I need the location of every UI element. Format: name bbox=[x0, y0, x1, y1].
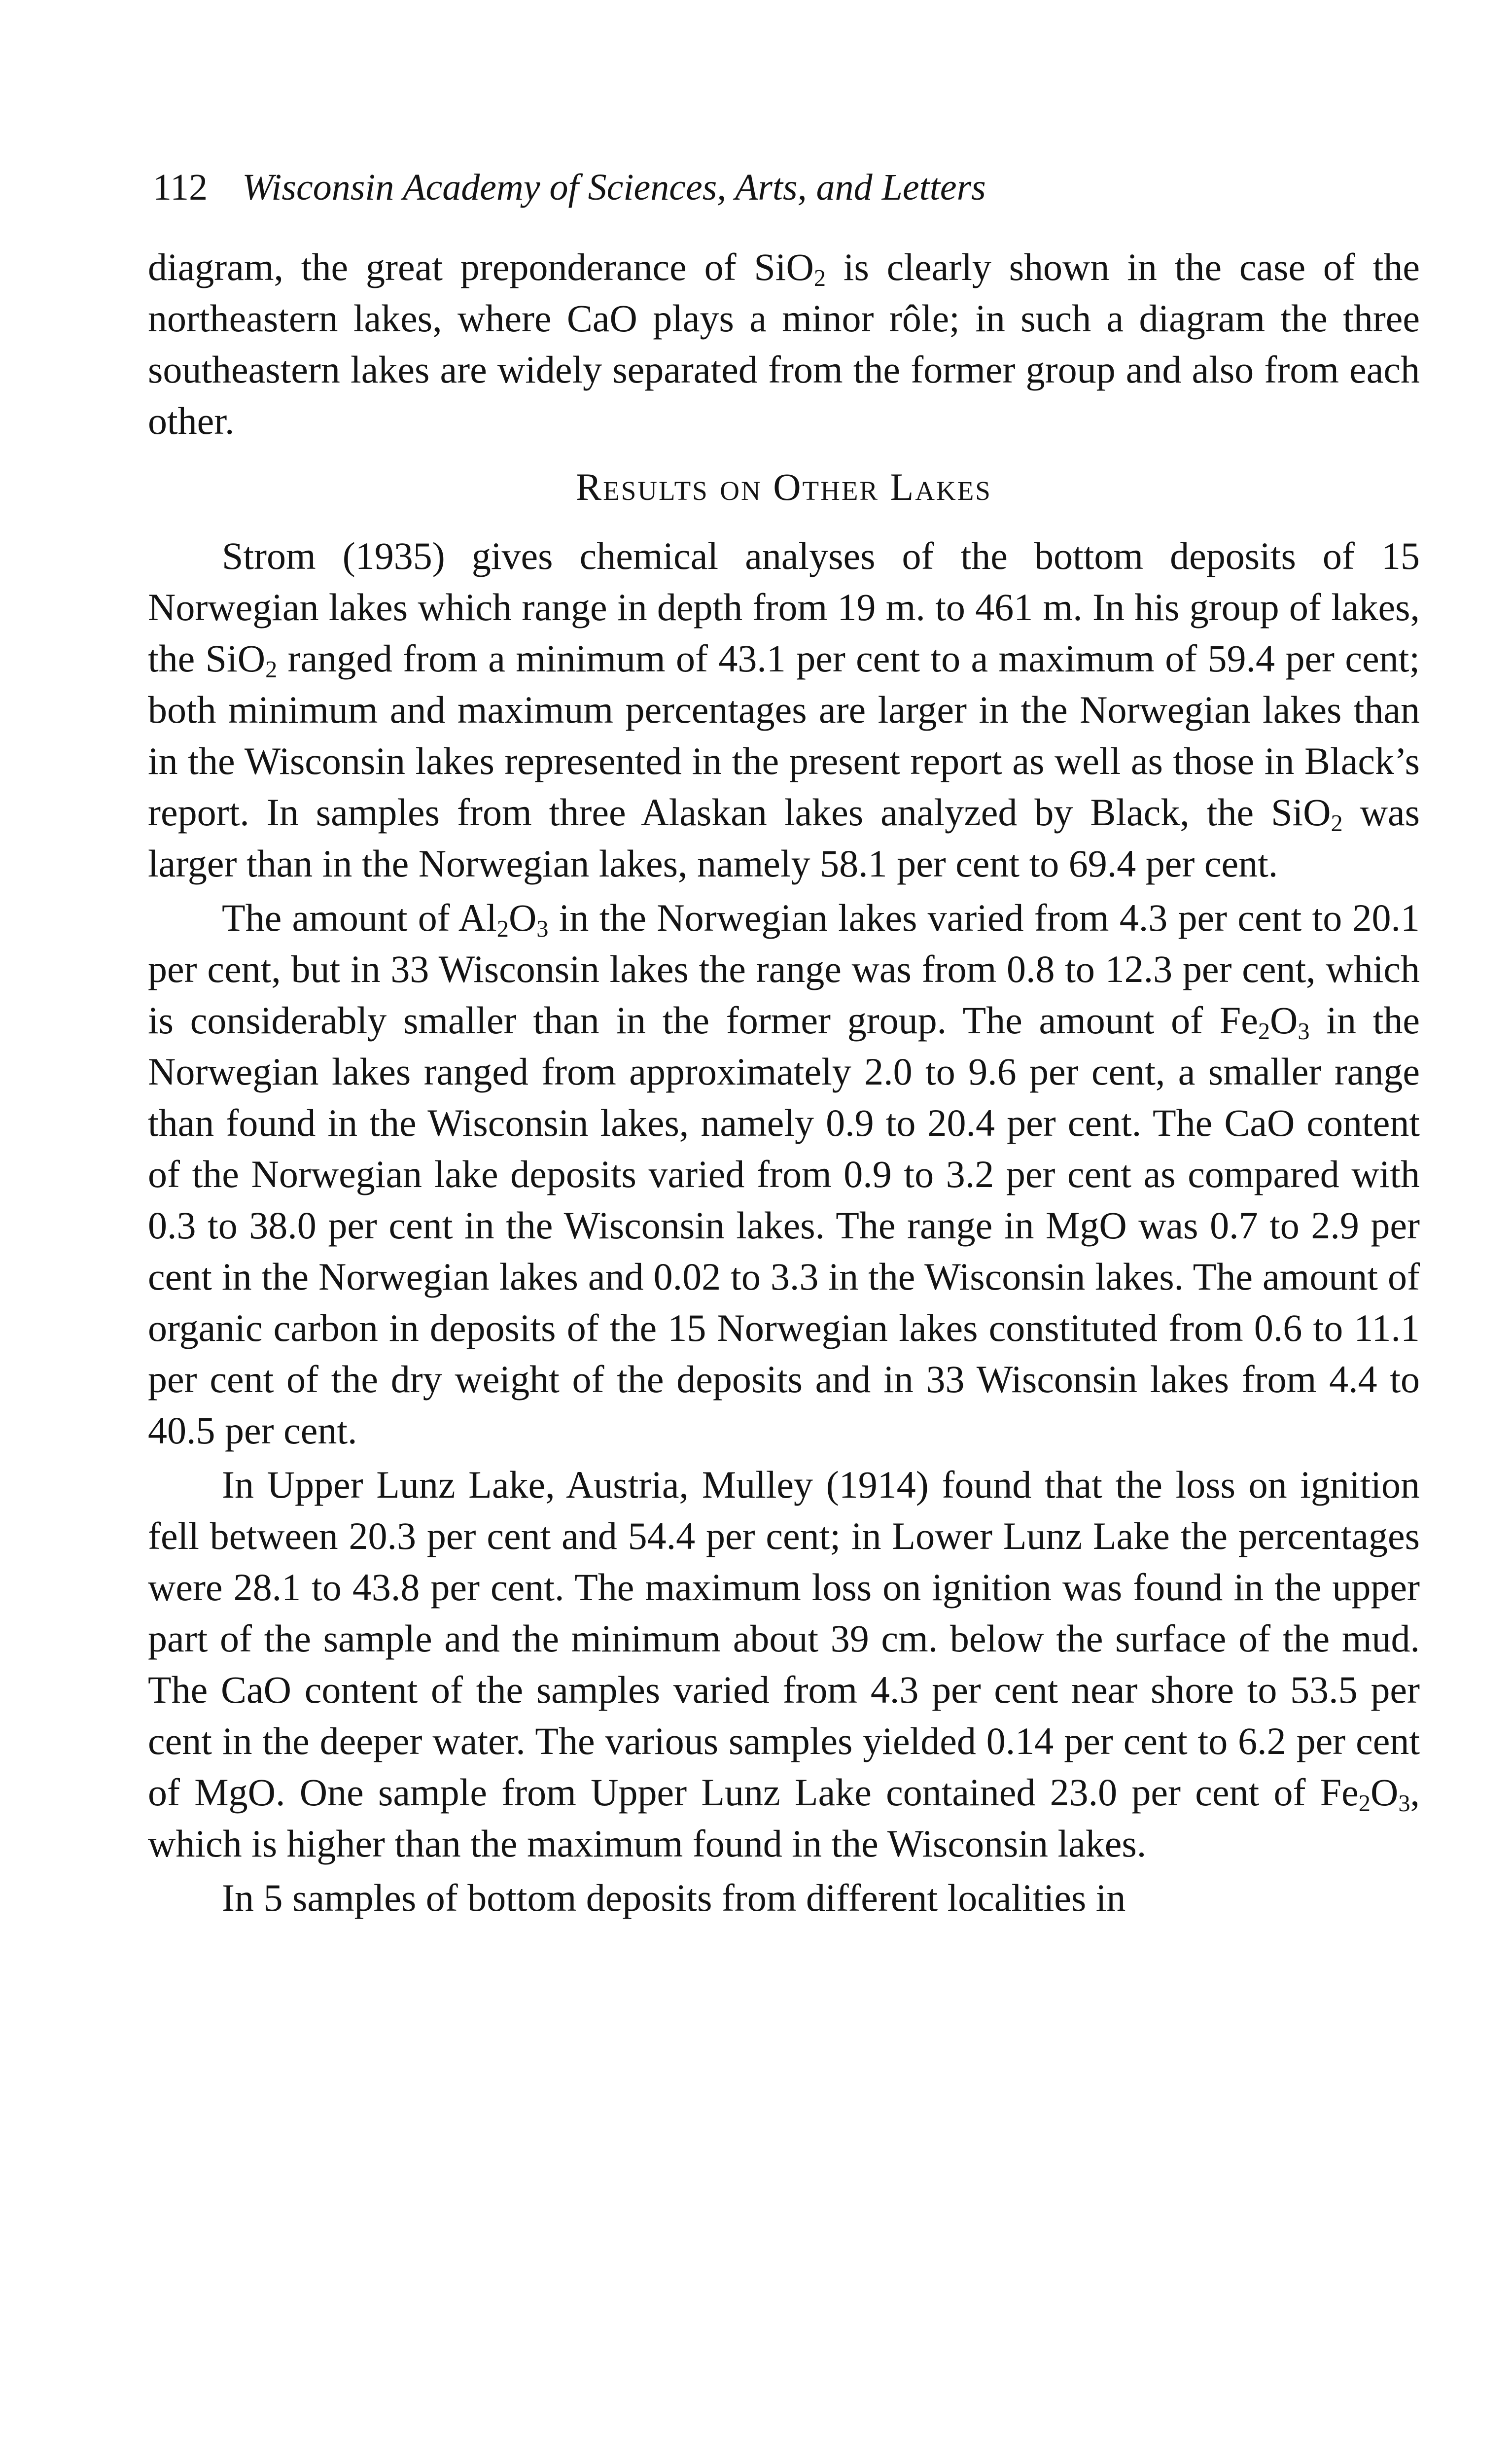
page-number: 112 bbox=[153, 167, 208, 208]
paragraph-al2o3: The amount of $Al_2O_3$ in the Norwegian lakes varied from 4.3 per cent to 20.1 per cent, but in 33 Wisconsin lakes the range was from 0.8 to 12.3 per cent, which is considerably smaller than in the former group. The amount of $Fe_2O_3$ in the Norwegian lakes ranged from approximately 2.0 to 9.6 per cent, a smaller range than found in the Wisconsin lakes, namely 0.9 to 20.4 per cent. The CaO content of the Norwegian lake deposits varied from 0.9 to 3.2 per cent as compared with 0.3 to 38.0 per cent in the Wisconsin lakes. The range in MgO was 0.7 to 2.9 per cent in the Norwegian lakes and 0.02 to 3.3 in the Wisconsin lakes. The amount of organic carbon in deposits of the 15 Norwegian lakes constituted from 0.6 to 11.1 per cent of the dry weight of the deposits and in 33 Wisconsin lakes from 4.4 to 40.5 per cent. bbox=[148, 896, 1420, 1452]
paragraph-strom: Strom (1935) gives chemical analyses of the bottom deposits of 15 Norwegian lakes which range in depth from 19 m. to 461 m. In his group of lakes, the SiO$_2$ ranged from a minimum of 43.1 per cent to a maximum of 59.4 per cent; both minimum and maximum percentages are larger in the Norwegian lakes than in the Wisconsin lakes represented in the present report as well as those in Black’s report. In samples from three Alaskan lakes analyzed by Black, the SiO$_2$ was larger than in the Norwegian lakes, namely 58.1 per cent to 69.4 per cent. bbox=[148, 534, 1420, 885]
paragraph-samples: In 5 samples of bottom deposits from different localities in bbox=[222, 1876, 1126, 1919]
section-heading: Results on Other Lakes bbox=[576, 465, 992, 508]
book-page bbox=[148, 148, 1420, 2416]
body-text bbox=[148, 242, 1420, 1924]
paragraph-continued: diagram, the great preponderance of SiO$_2$ is clearly shown in the case of the northeastern lakes, where CaO plays a minor rôle; in such a diagram the three southeastern lakes are widely separated from the former group and also from each other. bbox=[148, 246, 1420, 442]
page-header bbox=[153, 158, 1415, 217]
running-title: Wisconsin Academy of Sciences, Arts, and Letters bbox=[242, 167, 986, 208]
paragraph-lunz: In Upper Lunz Lake, Austria, Mulley (1914) found that the loss on ignition fell between 20.3 per cent and 54.4 per cent; in Lower Lunz Lake the percentages were 28.1 to 43.8 per cent. The maximum loss on ignition was found in the upper part of the sample and the minimum about 39 cm. below the surface of the mud. The CaO content of the samples varied from 4.3 per cent near shore to 53.5 per cent in the deeper water. The various samples yielded 0.14 per cent to 6.2 per cent of MgO. One sample from Upper Lunz Lake contained 23.0 per cent of $Fe_2O_3$, which is higher than the maximum found in the Wisconsin lakes. bbox=[148, 1463, 1420, 1865]
